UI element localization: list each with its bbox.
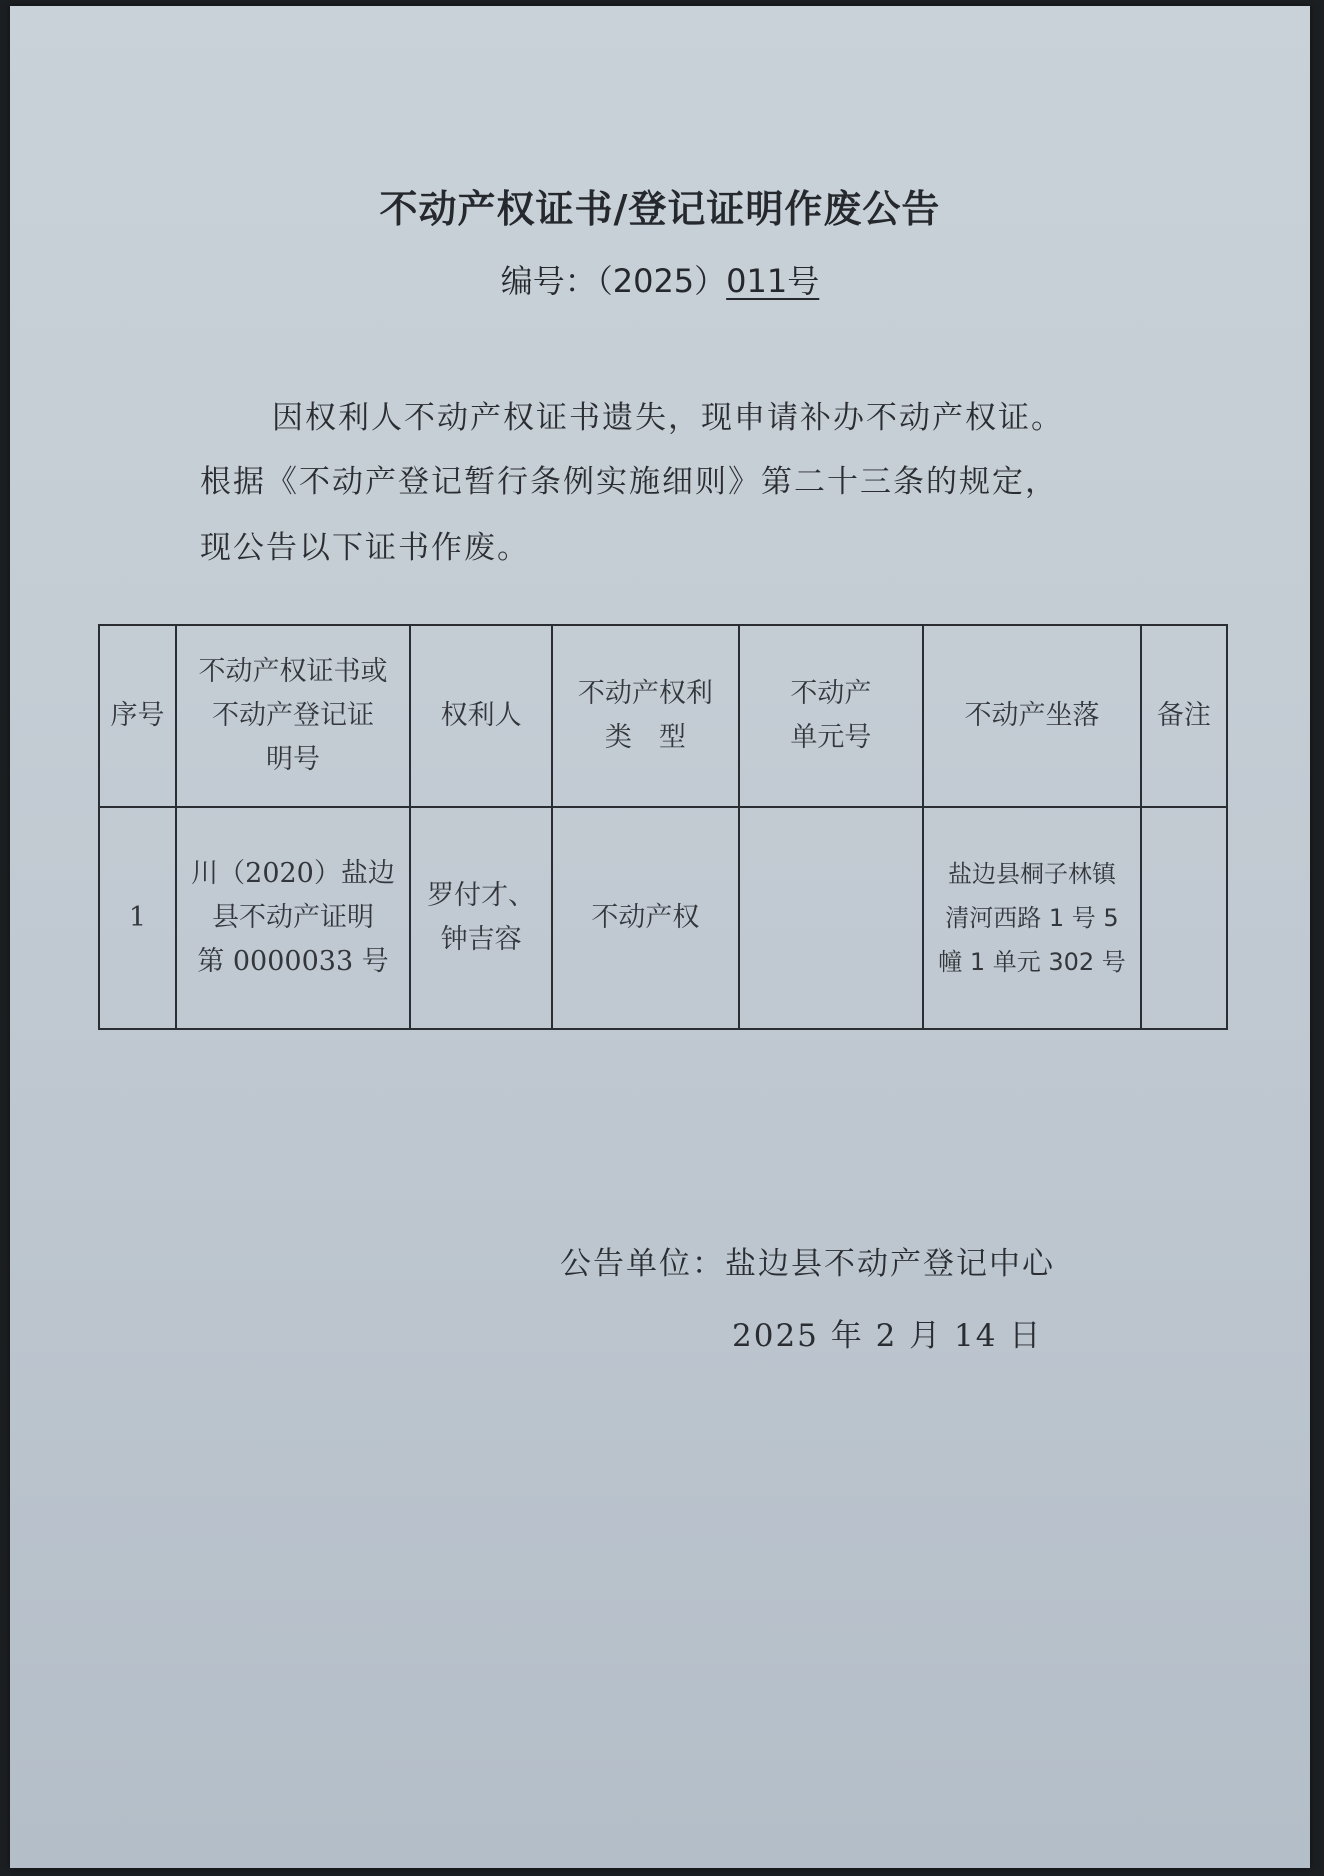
table-header-row [99,625,1227,807]
cell-location-line-2: 清河西路 1 号 5 [945,904,1119,932]
header-seq: 序号 [99,625,176,807]
header-unit-line-2: 单元号 [790,722,872,753]
cell-cert-number [176,807,410,1029]
cell-location-line-1: 盐边县桐子林镇 [948,860,1116,888]
header-holder: 权利人 [410,625,552,807]
cell-holder-line-1: 罗付才、 [427,880,536,911]
header-right-type-line-1: 不动产权利 [577,678,713,709]
header-remarks: 备注 [1141,625,1227,807]
cell-unit-number [739,807,924,1029]
header-cert-line-1: 不动产权证书或 [198,656,388,687]
paragraph-line-2: 根据《不动产登记暂行条例实施细则》第二十三条的规定， [200,464,1058,500]
header-cert-number [176,625,410,807]
cell-holder [410,807,552,1029]
cell-location-line-3: 幢 1 单元 302 号 [938,948,1126,976]
notice-title: 不动产权证书/登记证明作废公告 [379,186,941,231]
paragraph-line-1: 因权利人不动产权证书遗失，现申请补办不动产权证。 [272,400,1064,436]
issue-date: 2025 年 2 月 14 日 [732,1318,1043,1354]
cell-location [923,807,1141,1029]
header-cert-line-3: 明号 [266,744,320,775]
document-page [10,6,1310,1868]
header-right-type-line-2: 类 型 [604,722,686,753]
notice-number-prefix: 编号：（2025） [500,262,727,300]
header-right-type [552,625,739,807]
notice-number-value: 011号 [726,262,820,300]
cell-cert-line-2: 县不动产证明 [212,902,374,933]
cell-seq: 1 [99,807,176,1029]
table-row [99,807,1227,1029]
cell-remarks [1141,807,1227,1029]
notice-number [10,256,1310,302]
header-unit-number [739,625,924,807]
cell-right-type: 不动产权 [552,807,739,1029]
cell-holder-line-2: 钟吉容 [440,924,522,955]
cell-cert-line-3: 第 0000033 号 [197,946,389,977]
paragraph-line-3: 现公告以下证书作废。 [200,530,530,566]
header-location: 不动产坐落 [923,625,1141,807]
issuer-line: 公告单位：盐边县不动产登记中心 [560,1246,1055,1282]
header-cert-line-2: 不动产登记证 [212,700,374,731]
certificate-table [98,624,1228,1030]
cell-cert-line-1: 川（2020）盐边 [191,858,395,889]
header-unit-line-1: 不动产 [790,678,872,709]
